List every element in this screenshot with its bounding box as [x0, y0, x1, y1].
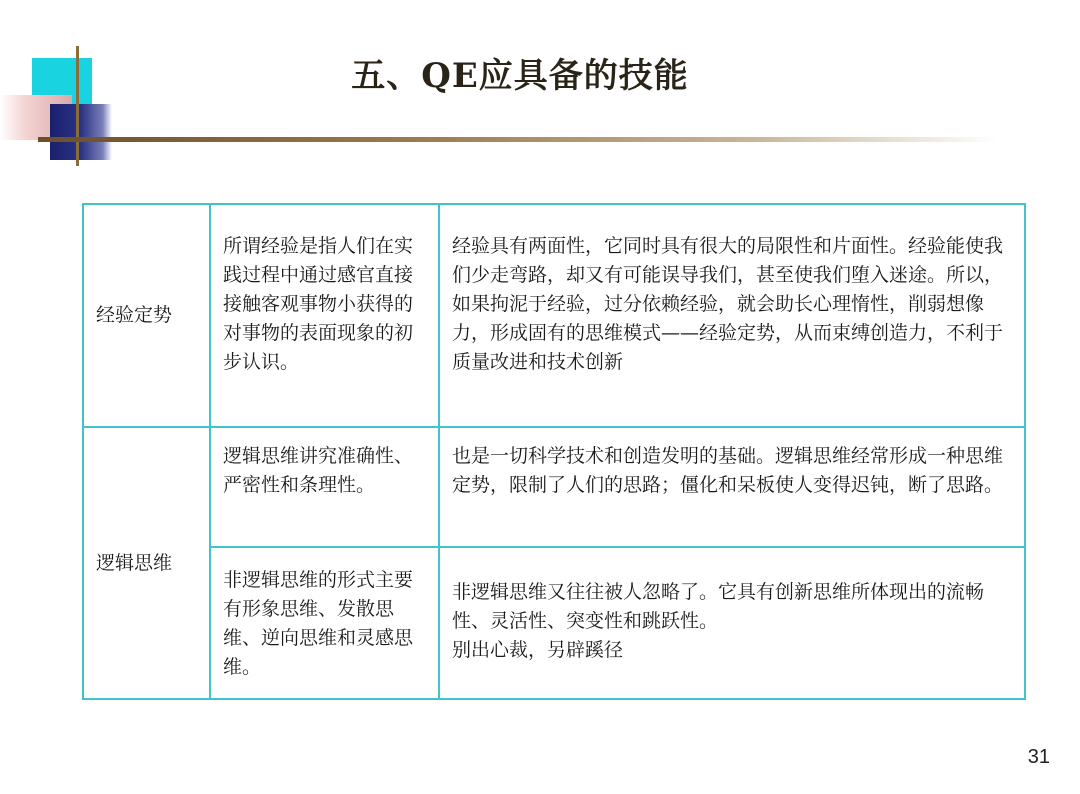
explanation-cell [439, 427, 1025, 547]
category-cell: 逻辑思维 [83, 427, 210, 699]
table-row [83, 204, 1025, 427]
explanation-cell [439, 547, 1025, 699]
explanation-text: 非逻辑思维又往往被人忽略了。它具有创新思维所体现出的流畅性、灵活性、突变性和跳跃性。 [452, 581, 985, 632]
definition-text: 逻辑思维讲究准确性、严密性和条理性。 [223, 445, 414, 496]
definition-cell [210, 547, 439, 699]
table-row [83, 427, 1025, 547]
skills-table [82, 203, 1026, 700]
decor-navy-square [50, 104, 112, 160]
definition-text: 所谓经验是指人们在实践过程中通过感官直接接触客观事物小获得的对事物的表面现象的初步认识。 [223, 235, 414, 373]
definition-text: 非逻辑思维的形式主要有形象思维、发散思维、逆向思维和灵感思维。 [223, 569, 414, 678]
explanation-text: 也是一切科学技术和创造发明的基础。逻辑思维经常形成一种思维定势，限制了人们的思路；僵化和呆板使人变得迟钝，断了思路。 [452, 445, 1004, 496]
decor-vertical-rule [76, 46, 79, 166]
page-number: 31 [1027, 746, 1050, 768]
explanation-extra-text: 别出心裁，另辟蹊径 [452, 639, 624, 661]
category-cell: 经验定势 [83, 204, 210, 427]
definition-cell [210, 427, 439, 547]
explanation-cell [439, 204, 1025, 427]
decor-horizontal-rule [38, 137, 998, 142]
definition-cell [210, 204, 439, 427]
explanation-text: 经验具有两面性，它同时具有很大的局限性和片面性。经验能使我们少走弯路，却又有可能误导我们，甚至使我们堕入迷途。所以，如果拘泥于经验，过分依赖经验，就会助长心理惰性，削弱想像力，形成固有的思维模式——经验定势，从而束缚创造力，不利于质量改进和技术创新 [452, 235, 1004, 373]
slide-title: 五、QE应具备的技能 [351, 56, 689, 96]
table-row [83, 547, 1025, 699]
